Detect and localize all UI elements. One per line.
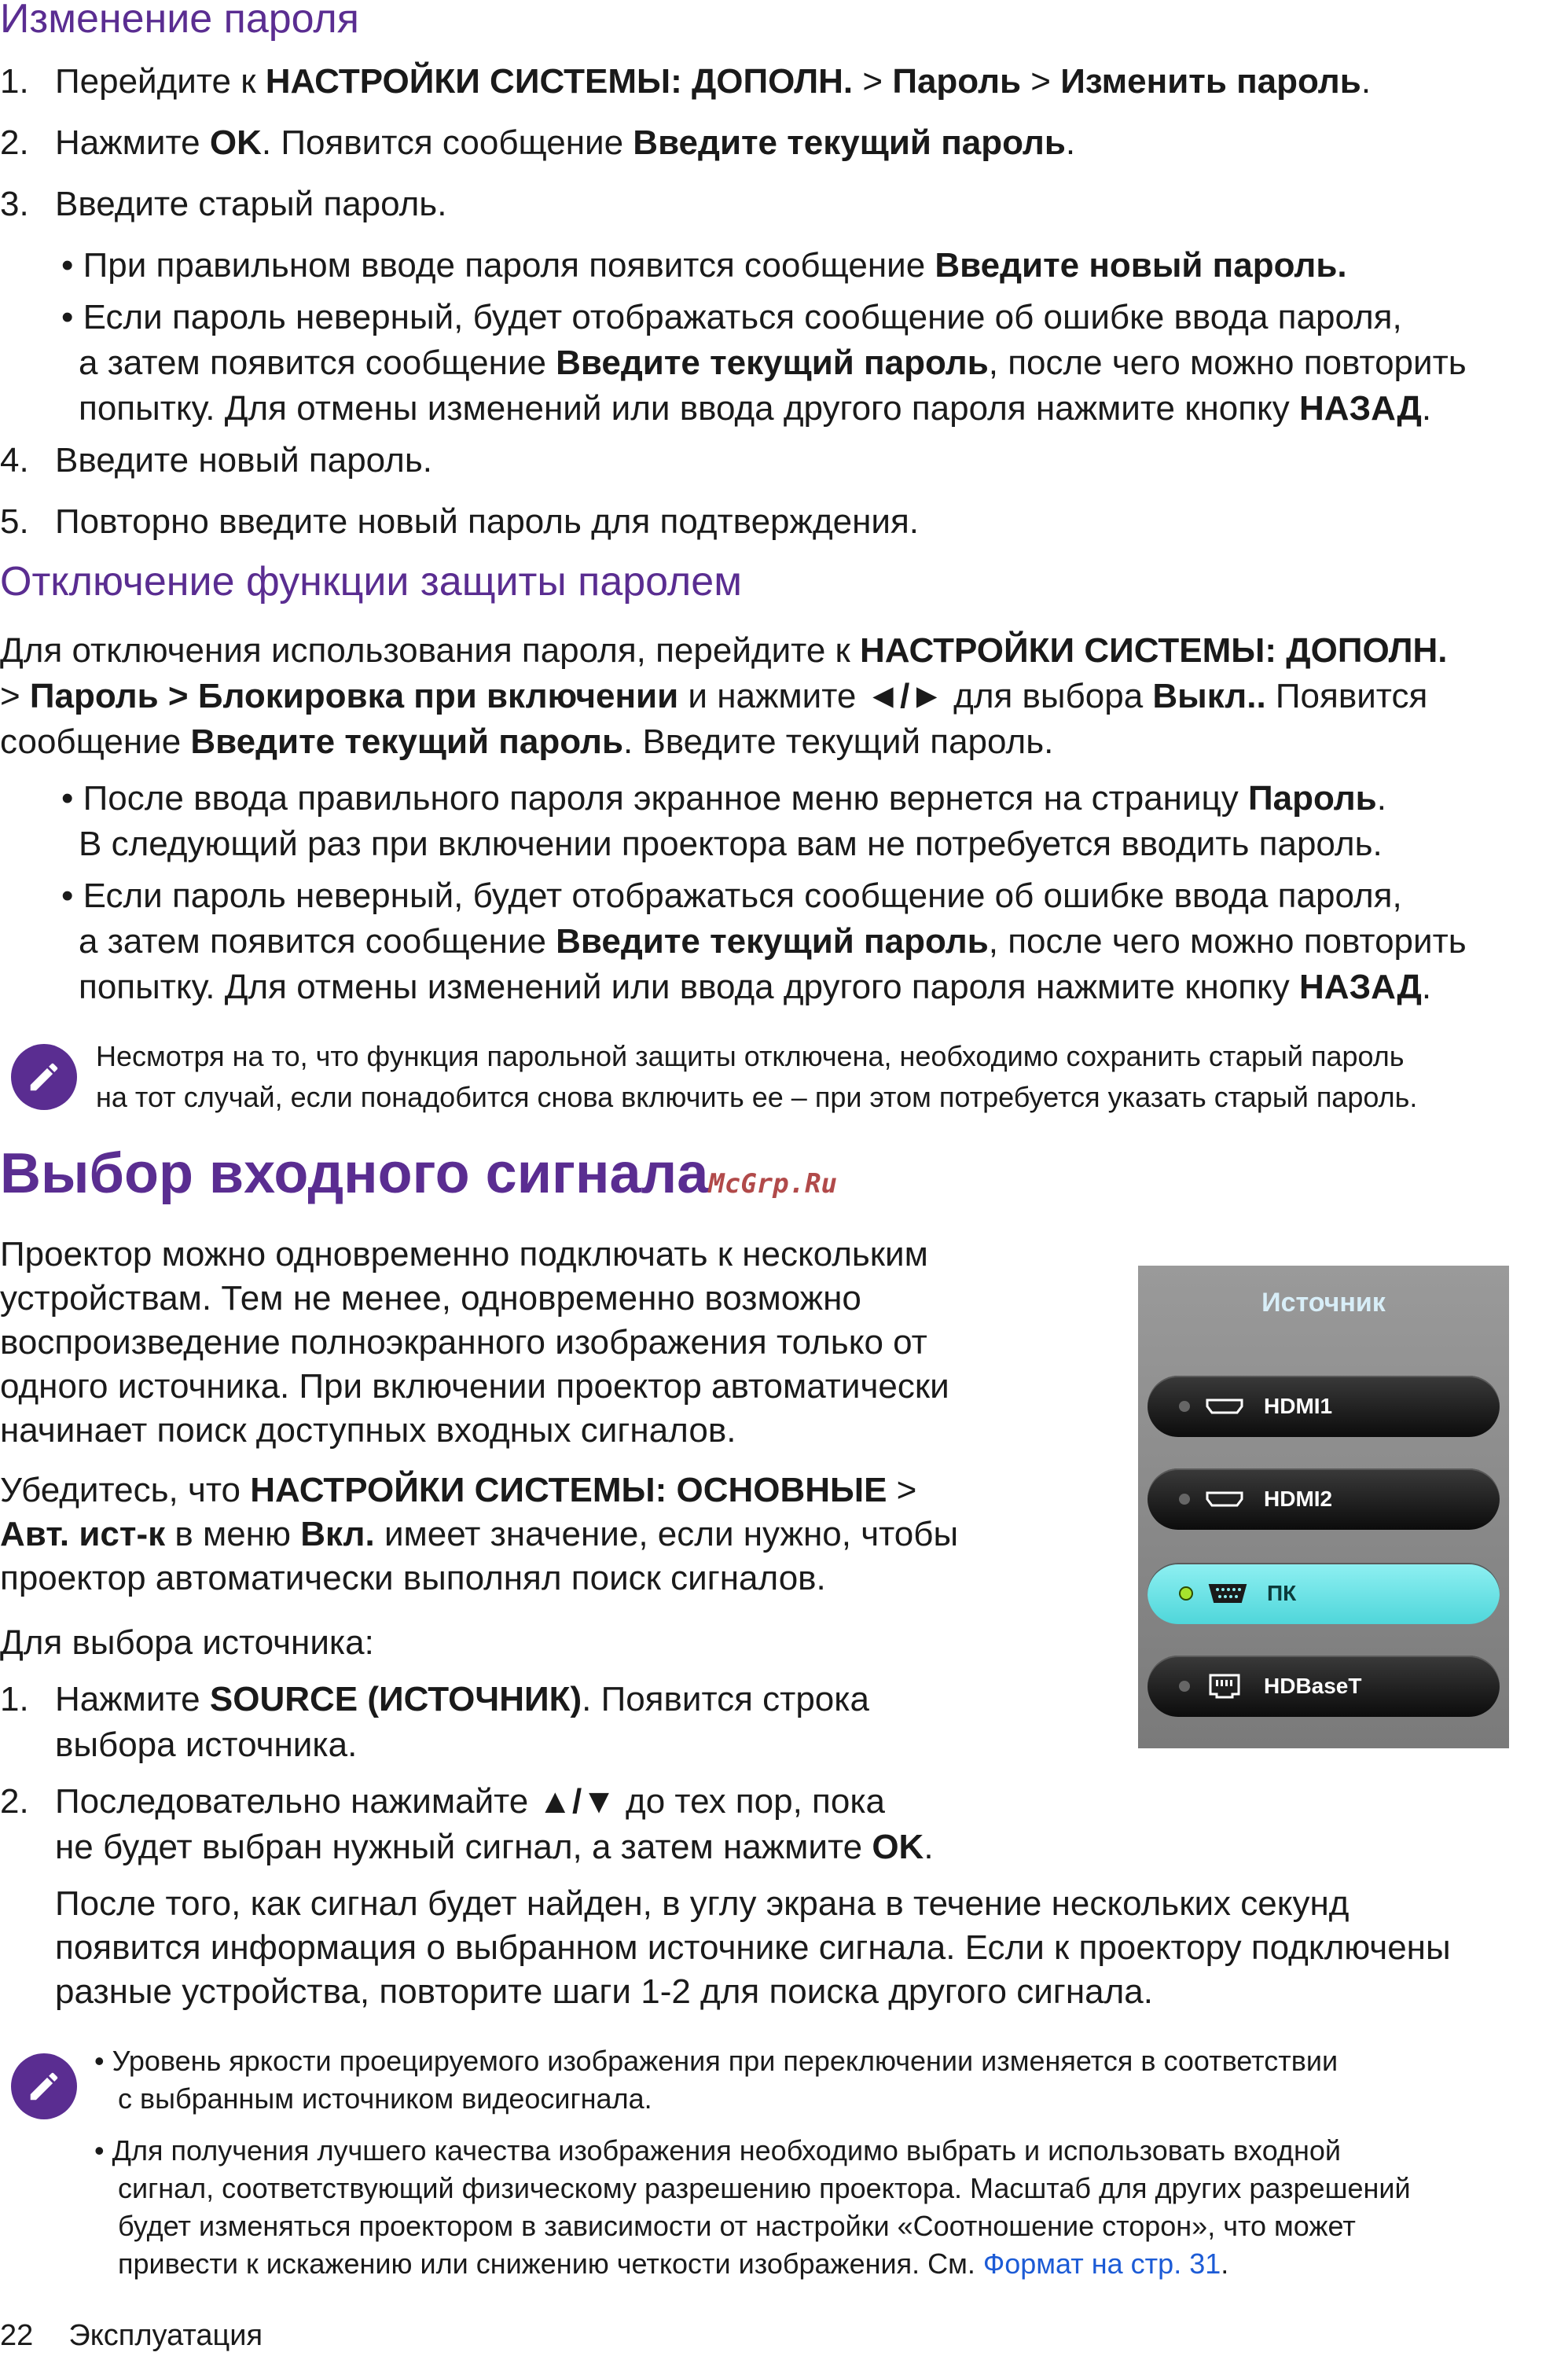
note-pencil-icon xyxy=(11,2053,77,2119)
source-item-label: HDMI2 xyxy=(1264,1487,1333,1511)
note-disable-line2: на тот случай, если понадобится снова включить ее – при этом потребуется указать старый пароль. xyxy=(96,1081,1418,1113)
bullet-wrong-password-line2: а затем появится сообщение Введите текущий пароль, после чего можно повторить xyxy=(79,344,1467,382)
bullet-wrong-password-line3: попытку. Для отмены изменений или ввода другого пароля нажмите кнопку НАЗАД. xyxy=(79,389,1432,428)
section-title-input-select: Выбор входного сигналаMcGrp.Ru xyxy=(0,1142,838,1205)
source-panel-title: Источник xyxy=(1261,1288,1386,1318)
status-dot-icon xyxy=(1179,1586,1193,1601)
bullet-wrong-password-line1: • Если пароль неверный, будет отображаться сообщение об ошибке ввода пароля, xyxy=(61,298,1402,336)
status-dot-icon xyxy=(1179,1681,1190,1692)
step-3: 3. Введите старый пароль. xyxy=(0,185,447,223)
source-selection-panel xyxy=(1138,1266,1509,1748)
page-footer xyxy=(0,2319,263,2353)
source-item-hdmi1[interactable] xyxy=(1148,1376,1500,1437)
source-item-label: ПК xyxy=(1267,1581,1297,1605)
note-resolution-line3: будет изменяться проектором в зависимости от настройки «Соотношение сторон», что может xyxy=(118,2210,1356,2242)
source-step-1-line1: 1. Нажмите SOURCE (ИСТОЧНИК). Появится строка xyxy=(0,1680,869,1718)
disable-paragraph-line1: Для отключения использования пароля, перейдите к НАСТРОЙКИ СИСТЕМЫ: ДОПОЛН. xyxy=(0,631,1448,670)
signal-found-paragraph: После того, как сигнал будет найден, в углу экрана в течение нескольких секунд появится информация о выбранном источнике сигнала. Если к проектору подключены разные устройства, повторите шаги 1-2 для поиска другого сигнала. xyxy=(55,1884,1451,2011)
page-number: 22 xyxy=(0,2319,34,2352)
note-disable-line1: Несмотря на то, что функция парольной защиты отключена, необходимо сохранить старый пароль xyxy=(96,1040,1405,1072)
source-item-hdbaset[interactable] xyxy=(1148,1656,1500,1717)
note-resolution-line2: сигнал, соответствующий физическому разрешению проектора. Масштаб для других разрешений xyxy=(118,2172,1411,2204)
hdmi-icon xyxy=(1204,1395,1245,1418)
step-4: 4. Введите новый пароль. xyxy=(0,441,433,480)
auto-source-paragraph: Убедитесь, что НАСТРОЙКИ СИСТЕМЫ: ОСНОВНЫЕ > Авт. ист-к в меню Вкл. имеет значение, если нужно, чтобы проектор автоматически выполнял поиск сигналов. xyxy=(0,1471,959,1597)
source-intro-paragraph: Проектор можно одновременно подключать к нескольким устройствам. Тем не менее, одновременно возможно воспроизведение полноэкранного изображения только от одного источника. При включении проектор автоматически начинает поиск доступных входных сигналов. xyxy=(0,1235,949,1450)
note-resolution-line4: привести к искажению или снижению четкости изображения. См. Формат на стр. 31. xyxy=(118,2248,1229,2280)
bullet-correct-disable-line1: • После ввода правильного пароля экранное меню вернется на страницу Пароль. xyxy=(61,779,1386,818)
source-item-label: HDBaseT xyxy=(1264,1674,1362,1698)
status-dot-icon xyxy=(1179,1494,1190,1505)
step-2: 2. Нажмите OK. Появится сообщение Введите текущий пароль. xyxy=(0,123,1076,162)
watermark: McGrp.Ru xyxy=(708,1168,838,1200)
hdmi-icon xyxy=(1204,1487,1245,1511)
format-page-link[interactable]: Формат на стр. 31 xyxy=(982,2248,1221,2280)
disable-paragraph-line2: > Пароль > Блокировка при включении и нажмите ◄/► для выбора Выкл.. Появится xyxy=(0,677,1428,715)
bullet-correct-password: • При правильном вводе пароля появится сообщение Введите новый пароль. xyxy=(61,246,1347,285)
source-item-pc[interactable] xyxy=(1148,1563,1500,1624)
section-title-change-password: Изменение пароля xyxy=(0,0,359,42)
vga-icon xyxy=(1207,1582,1248,1605)
note-brightness-line2: с выбранным источником видеосигнала. xyxy=(118,2082,652,2115)
bullet-wrong-disable-line1: • Если пароль неверный, будет отображаться сообщение об ошибке ввода пароля, xyxy=(61,877,1402,915)
up-down-arrows-icon: ▲/▼ xyxy=(538,1782,616,1821)
source-step-2-line2: не будет выбран нужный сигнал, а затем нажмите OK. xyxy=(55,1828,934,1866)
disable-paragraph-line3: сообщение Введите текущий пароль. Введите текущий пароль. xyxy=(0,722,1054,761)
note-brightness-line1: • Уровень яркости проецируемого изображения при переключении изменяется в соответствии xyxy=(94,2045,1338,2077)
step-1: 1. Перейдите к НАСТРОЙКИ СИСТЕМЫ: ДОПОЛН. > Пароль > Изменить пароль. xyxy=(0,62,1372,101)
source-item-hdmi2[interactable] xyxy=(1148,1468,1500,1530)
ethernet-icon xyxy=(1204,1674,1245,1698)
select-source-label: Для выбора источника: xyxy=(0,1623,374,1662)
section-title-disable-password: Отключение функции защиты паролем xyxy=(0,559,742,605)
left-right-arrows-icon: ◄/► xyxy=(865,677,944,715)
source-step-1-line2: выбора источника. xyxy=(55,1726,358,1764)
step-5: 5. Повторно введите новый пароль для подтверждения. xyxy=(0,502,920,541)
source-item-label: HDMI1 xyxy=(1264,1394,1333,1418)
bullet-correct-disable-line2: В следующий раз при включении проектора вам не потребуется вводить пароль. xyxy=(79,825,1383,863)
status-dot-icon xyxy=(1179,1401,1190,1412)
footer-section-name: Эксплуатация xyxy=(68,2319,263,2352)
source-step-2-line1: 2. Последовательно нажимайте ▲/▼ до тех пор, пока xyxy=(0,1782,886,1821)
bullet-wrong-disable-line2: а затем появится сообщение Введите текущий пароль, после чего можно повторить xyxy=(79,922,1467,961)
note-resolution-line1: • Для получения лучшего качества изображения необходимо выбрать и использовать входной xyxy=(94,2134,1341,2167)
note-pencil-icon xyxy=(11,1044,77,1110)
bullet-wrong-disable-line3: попытку. Для отмены изменений или ввода другого пароля нажмите кнопку НАЗАД. xyxy=(79,968,1432,1006)
